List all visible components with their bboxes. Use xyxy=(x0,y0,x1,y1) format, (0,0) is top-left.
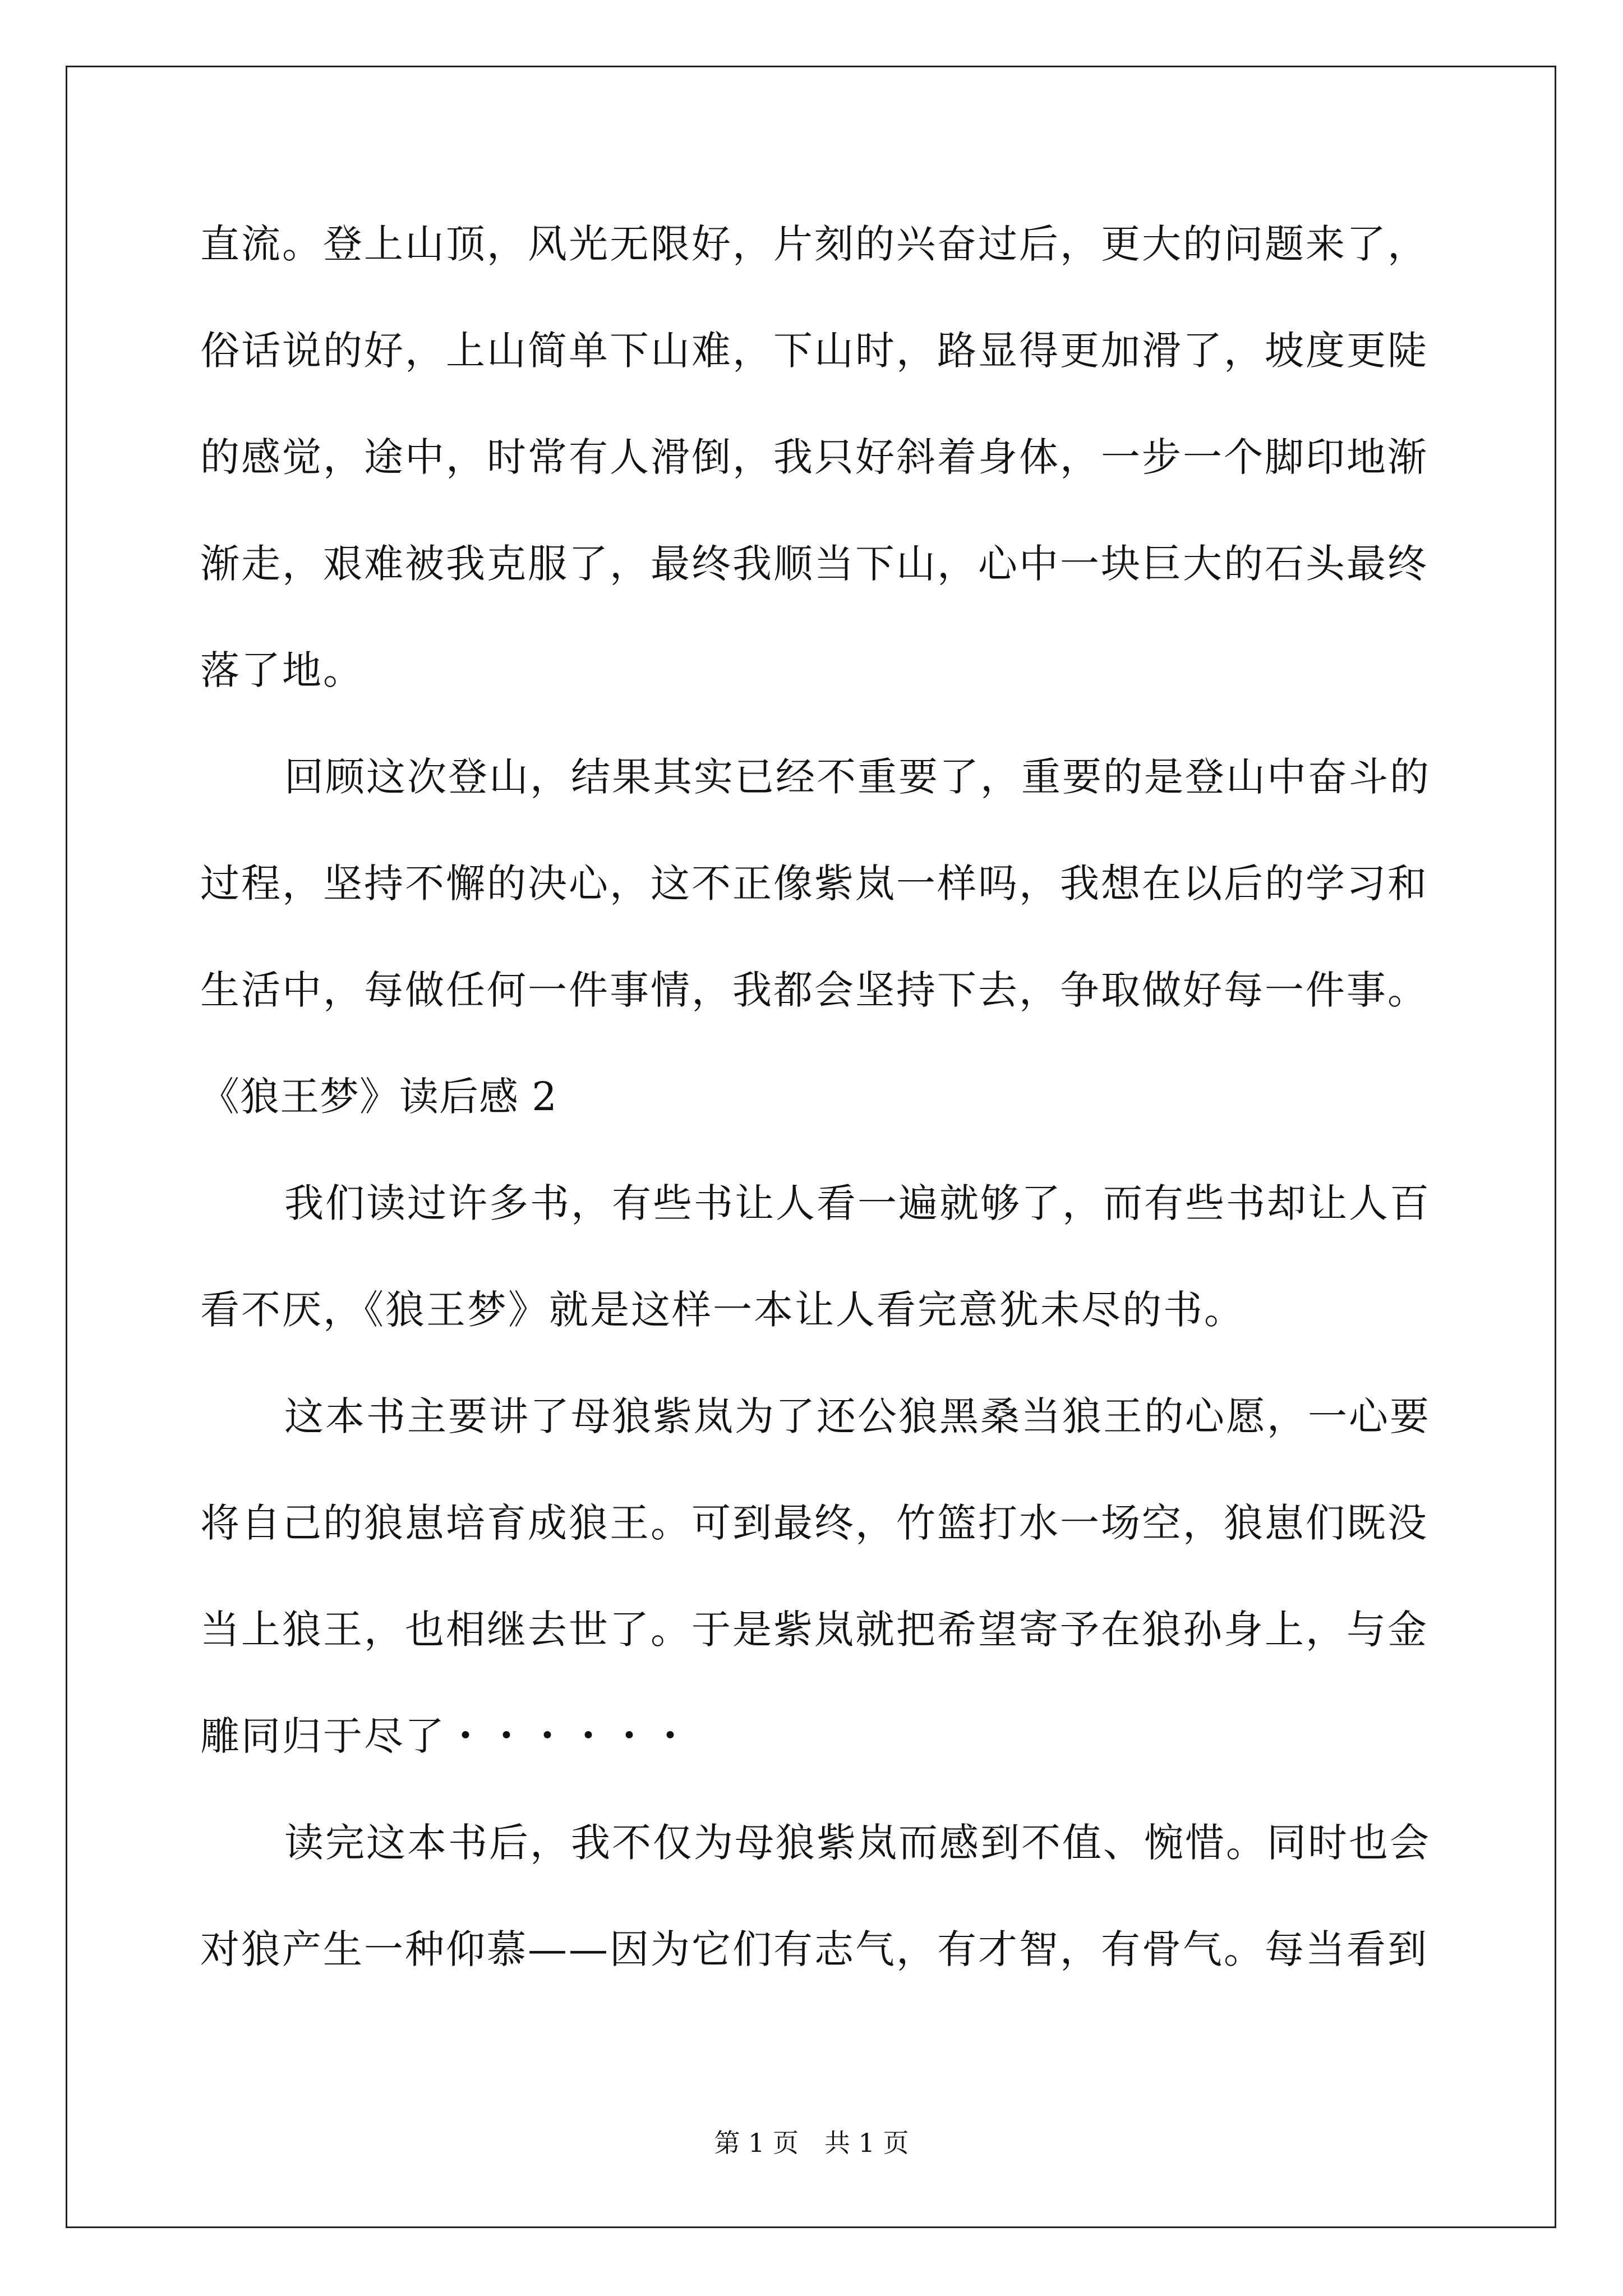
paragraph-line: 回顾这次登山，结果其实已经不重要了，重要的是登山中奋斗的 xyxy=(284,754,1431,800)
page-footer: 第 1 页 共 1 页 xyxy=(714,2128,909,2158)
paragraph-line: 的感觉，途中，时常有人滑倒，我只好斜着身体，一步一个脚印地渐 xyxy=(200,434,1428,480)
paragraph-line: 直流。登上山顶，风光无限好，片刻的兴奋过后，更大的问题来了， xyxy=(200,221,1428,267)
paragraph-line: 当上狼王，也相继去世了。于是紫岚就把希望寄予在狼孙身上，与金 xyxy=(200,1607,1428,1653)
paragraph-line: 落了地。 xyxy=(200,647,364,693)
paragraph-line: 生活中，每做任何一件事情，我都会坚持下去，争取做好每一件事。 xyxy=(200,967,1428,1013)
paragraph-line: 对狼产生一种仰慕——因为它们有志气，有才智，有骨气。每当看到 xyxy=(200,1926,1428,1972)
document-body xyxy=(200,191,1431,2003)
paragraph-line: 读完这本书后，我不仅为母狼紫岚而感到不值、惋惜。同时也会 xyxy=(284,1820,1431,1866)
paragraph-line: 雕同归于尽了・・・・・・ xyxy=(200,1713,691,1759)
paragraph-line: 这本书主要讲了母狼紫岚为了还公狼黑桑当狼王的心愿，一心要 xyxy=(284,1393,1431,1439)
paragraph-line: 过程，坚持不懈的决心，这不正像紫岚一样吗，我想在以后的学习和 xyxy=(200,861,1428,907)
paragraph-line: 将自己的狼崽培育成狼王。可到最终，竹篮打水一场空，狼崽们既没 xyxy=(200,1500,1428,1546)
paragraph-line: 我们读过许多书，有些书让人看一遍就够了，而有些书却让人百 xyxy=(284,1180,1431,1226)
paragraph-line: 看不厌，《狼王梦》就是这样一本让人看完意犹未尽的书。 xyxy=(200,1287,1245,1333)
section-heading: 《狼王梦》读后感 2 xyxy=(200,1074,557,1120)
paragraph-line: 渐走，艰难被我克服了，最终我顺当下山，心中一块巨大的石头最终 xyxy=(200,541,1428,587)
paragraph-line: 俗话说的好，上山简单下山难，下山时，路显得更加滑了，坡度更陡 xyxy=(200,328,1428,374)
